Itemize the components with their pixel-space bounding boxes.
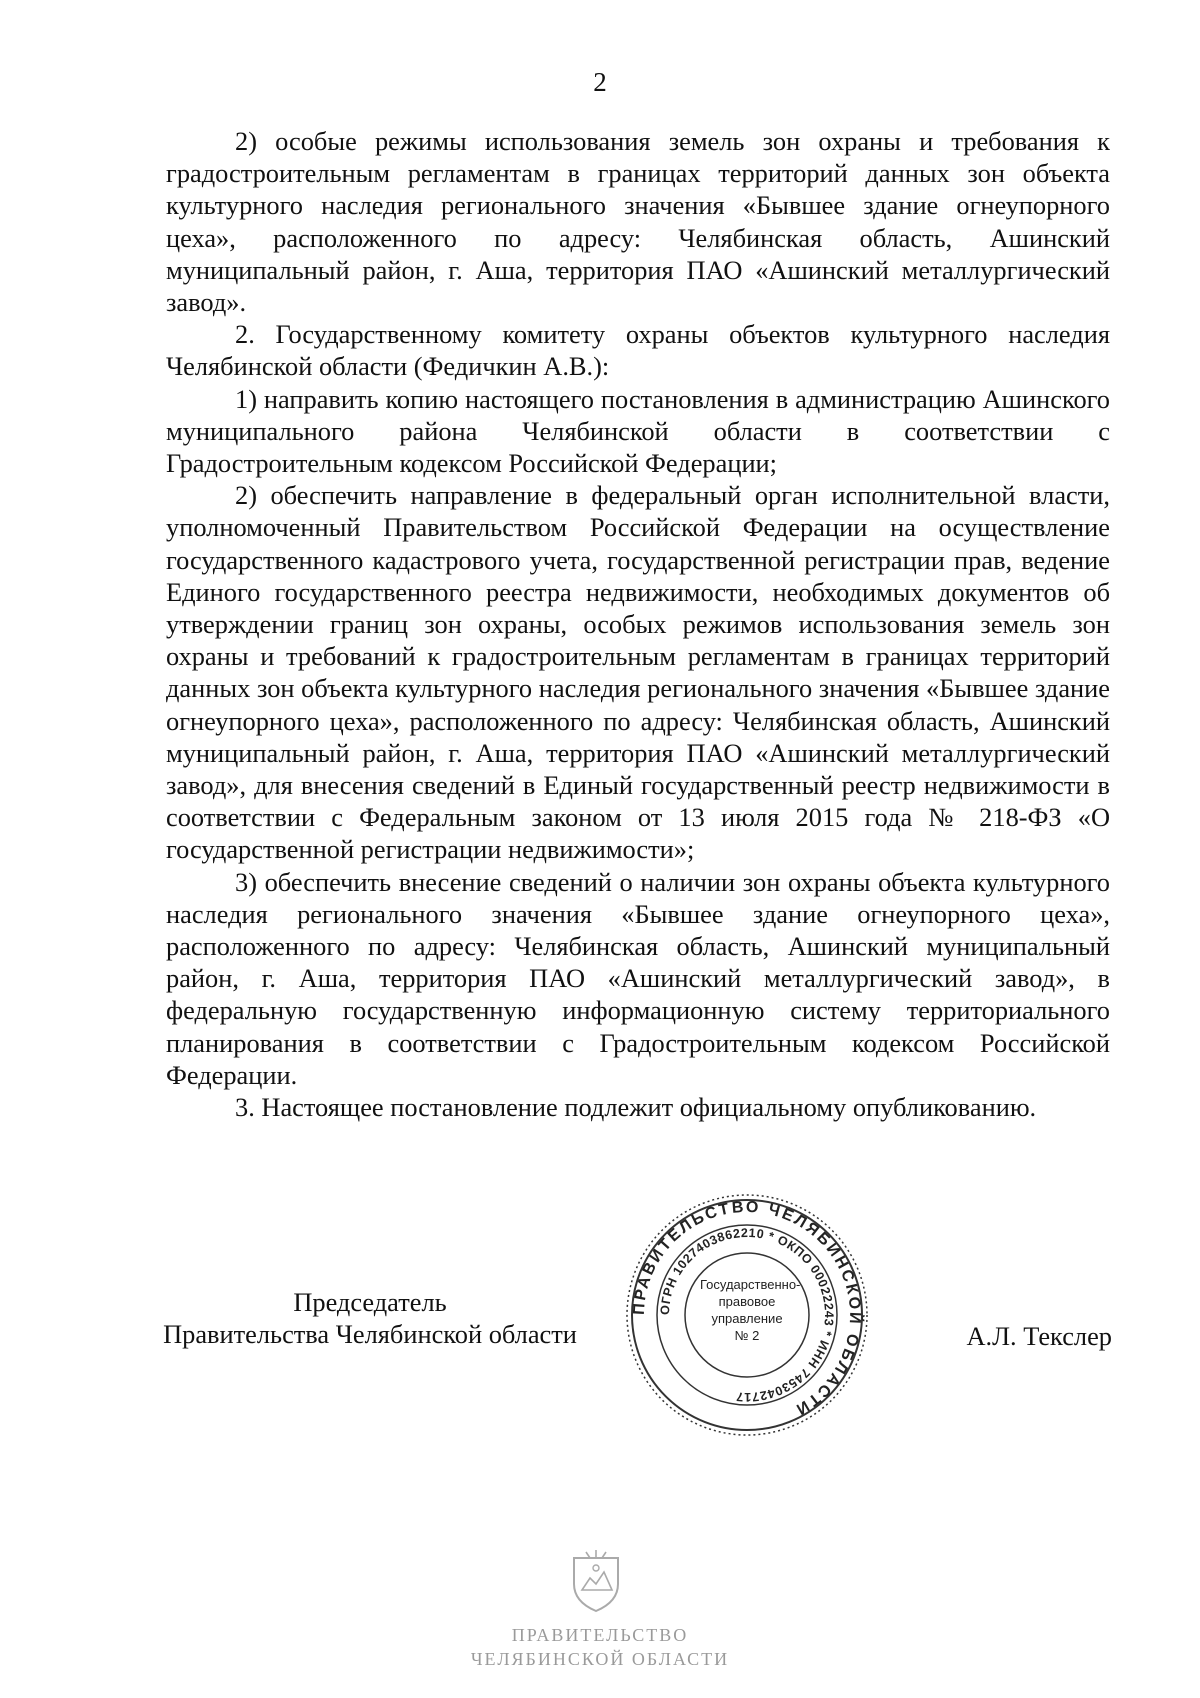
signature-block bbox=[0, 1286, 1200, 1351]
footer-line1: ПРАВИТЕЛЬСТВО bbox=[511, 1625, 689, 1645]
signatory-role-line2: Правительства Челябинской области bbox=[163, 1319, 577, 1349]
document-body bbox=[166, 125, 1110, 1123]
official-seal bbox=[622, 1190, 872, 1440]
seal-inner-text: ОГРН 1027403862210 * ОКПО 00022243 * ИНН 7453042717 bbox=[657, 1225, 837, 1405]
paragraph-committee: 2. Государственному комитету охраны объектов культурного наследия Челябинской области (Федичкин А.В.): bbox=[166, 319, 1110, 382]
signatory-role-line1: Председатель bbox=[293, 1287, 447, 1317]
seal-center-line4: № 2 bbox=[734, 1328, 760, 1343]
page-number: 2 bbox=[593, 67, 607, 97]
seal-center-line2: правовое bbox=[718, 1294, 776, 1309]
seal-outer-text: ПРАВИТЕЛЬСТВО ЧЕЛЯБИНСКОЙ ОБЛАСТИ bbox=[630, 1198, 864, 1419]
seal-center-line1: Государственно- bbox=[700, 1277, 801, 1292]
paragraph-registration: 2) обеспечить направление в федеральный орган исполнительной власти, уполномоченный Правительством Российской Федерации на осуществление государственного кадастрового учета, государственной регистрации прав, ведение Единого государственного реестра недвижимости, необходимых документов об утверждении границ зон охраны, особых режимов использования земель зон охраны и требований к градостроительным регламентам в границах территорий данных зон объекта культурного наследия регионального значения «Бывшее здание огнеупорного цеха», расположенного по адресу: Челябинская область, Ашинский муниципальный район, г. Аша, территория ПАО «Ашинский металлургический завод», для внесения сведений в Единый государственный реестр недвижимости в соответствии с Федеральным законом от 13 июля 2015 года № 218-ФЗ «О государственной регистрации недвижимости»; bbox=[166, 480, 1110, 865]
signatory-role bbox=[150, 1286, 590, 1350]
seal-center-line3: управление bbox=[711, 1311, 783, 1326]
footer-line2: ЧЕЛЯБИНСКОЙ ОБЛАСТИ bbox=[470, 1649, 730, 1669]
signatory-name: А.Л. Текслер bbox=[966, 1321, 1112, 1351]
paragraph-send-copy: 1) направить копию настоящего постановления в администрацию Ашинского муниципального района Челябинской области в соответствии с Градостроительным кодексом Российской Федерации; bbox=[166, 383, 1110, 479]
coat-of-arms-icon bbox=[566, 1548, 626, 1614]
seal-center-text bbox=[700, 1276, 801, 1344]
paragraph-publication: 3. Настоящее постановление подлежит официальному опубликованию. bbox=[235, 1092, 1037, 1123]
paragraph-information-system: 3) обеспечить внесение сведений о наличии зон охраны объекта культурного наследия регионального значения «Бывшее здание огнеупорного цеха», расположенного по адресу: Челябинская область, Ашинский муниципальный район, г. Аша, территория ПАО «Ашинский металлургический завод», в федеральную государственную информационную систему территориального планирования в соответствии с Градостроительным кодексом Российской Федерации. bbox=[166, 866, 1110, 1090]
paragraph-special-regimes: 2) особые режимы использования земель зон охраны и требования к градостроительным регламентам в границах территорий данных зон объекта культурного наследия регионального значения «Бывшее здание огнеупорного цеха», расположенного по адресу: Челябинская область, Ашинский муниципальный район, г. Аша, территория ПАО «Ашинский металлургический завод». bbox=[166, 126, 1110, 318]
